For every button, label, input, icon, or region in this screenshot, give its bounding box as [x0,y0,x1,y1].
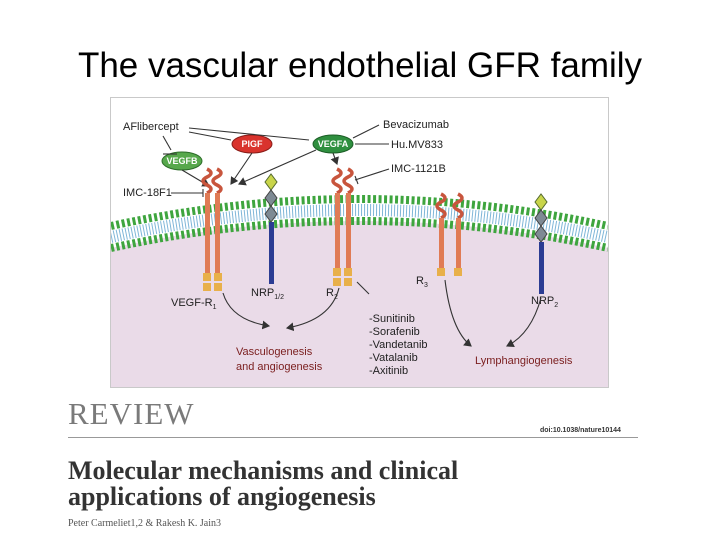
header-rule [68,437,638,438]
label-bevacizumab: Bevacizumab [383,119,450,131]
label-imc1121b: IMC-1121B [391,163,446,175]
label-imc18f1: IMC-18F1 [123,187,172,199]
outcome-lymphangiogenesis: Lymphangiogenesis [475,355,573,367]
paper-title-line: applications of angiogenesis [68,482,376,511]
ligand-vegfa [313,135,353,153]
inhibitor-item: -Sorafenib [369,326,420,338]
paper-doi: doi:10.1038/nature10144 [540,427,621,434]
vegf-receptor-diagram [110,97,609,388]
outcome-vasculogenesis: Vasculogenesis [236,346,313,358]
label-humv833: Hu.MV833 [391,139,443,151]
inhibitor-item: -Sunitinib [369,313,415,325]
outcome-angiogenesis: and angiogenesis [236,361,323,373]
diagram-canvas [111,98,608,387]
label-nrp1: $NRP_{1/2}$ [251,287,284,301]
label-nrp2: $NRP_2$ [531,295,559,309]
ligand-pigf [232,135,272,153]
slide-title: The vascular endothelial GFR family [77,46,643,85]
ligand-vegfb [162,152,202,170]
paper-title-line: Molecular mechanisms and clinical [68,456,459,485]
svg-text:PlGF: PlGF [241,139,263,149]
inhibitor-item: -Vatalanib [369,352,418,364]
paper-title [68,458,628,510]
label-vegfr1: VEGF-$R_1$ [171,297,217,311]
svg-text:VEGFB: VEGFB [166,156,198,166]
label-r2: $R_2$ [326,287,338,301]
inhibitor-item: -Vandetanib [369,339,428,351]
svg-text:VEGFA: VEGFA [317,139,349,149]
paper-authors: Peter Carmeliet1,2 & Rakesh K. Jain3 [68,518,222,529]
label-aflibercept: AFlibercept [123,121,179,133]
paper-section-label: REVIEW [68,396,195,431]
label-r3: $R_3$ [416,275,428,289]
inhibitor-item: -Axitinib [369,365,409,377]
